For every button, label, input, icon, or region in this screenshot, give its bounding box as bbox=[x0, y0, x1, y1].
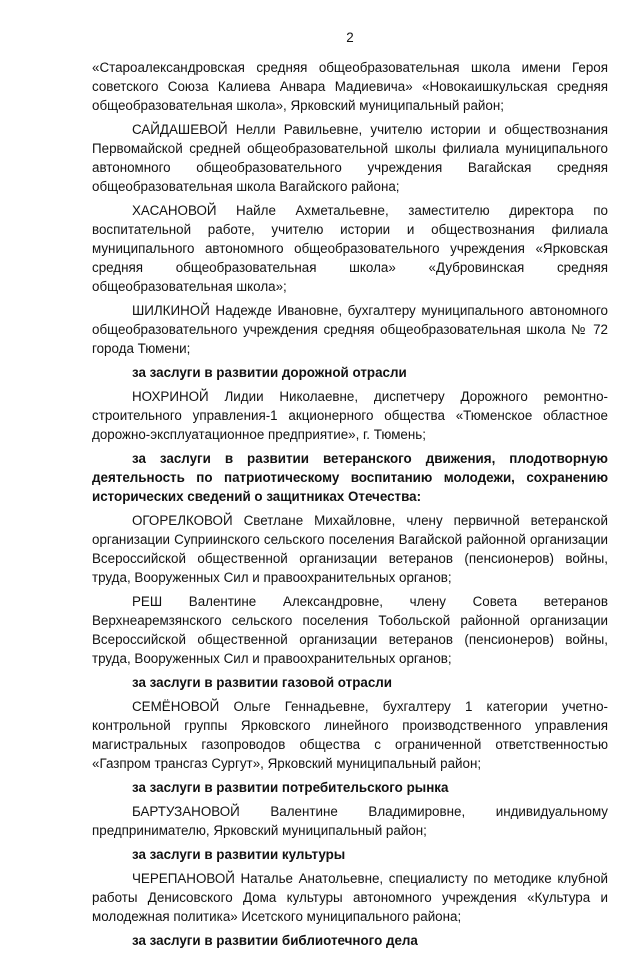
award-item-khasanova: ХАСАНОВОЙ Найле Ахметальевне, заместителю директора по воспитательной работе, учителю истории и обществознания филиала муниципального автономного общеобразовательного учреждения «Ярковская средняя общеобразовательная школа» «Дубровинская средняя общеобразовательная школа»; bbox=[92, 203, 608, 294]
award-item-saidasheva: САЙДАШЕВОЙ Нелли Равильевне, учителю истории и обществознания Первомайской средней общеобразовательной школы филиала муниципального автономного общеобразовательного учреждения Вагайская средняя общеобразовательная школа Вагайского района; bbox=[92, 122, 608, 194]
award-item-bartuzanova: БАРТУЗАНОВОЙ Валентине Владимировне, индивидуальному предпринимателю, Ярковский муниципальный район; bbox=[92, 804, 608, 838]
section-heading-culture: за заслуги в развитии культуры bbox=[132, 847, 346, 862]
section-heading-consumer-market: за заслуги в развитии потребительского рынка bbox=[132, 780, 449, 795]
award-item-ogorelkova: ОГОРЕЛКОВОЙ Светлане Михайловне, члену первичной ветеранской организации Суприинского сельского поселения Вагайской районной организации Всероссийской общественной организации ветеранов (пенсионеров) войны, труда, Вооруженных Сил и правоохранительных органов; bbox=[92, 513, 608, 585]
page-number: 2 bbox=[346, 30, 354, 45]
section-heading-veterans: за заслуги в развитии ветеранского движения, плодотворную деятельность по патриотическому воспитанию молодежи, сохранению исторических сведений о защитниках Отечества: bbox=[92, 451, 608, 504]
award-item-semenova: СЕМЁНОВОЙ Ольге Геннадьевне, бухгалтеру 1 категории учетно-контрольной группы Ярковского линейного производственного управления магистральных газопроводов общества с ограниченной ответственностью «Газпром трансгаз Сургут», Ярковский муниципальный район; bbox=[92, 699, 608, 771]
award-item-nokhrina: НОХРИНОЙ Лидии Николаевне, диспетчеру Дорожного ремонтно-строительного управления-1 акционерного общества «Тюменское областное дорожно-эксплуатационное предприятие», г. Тюмень; bbox=[92, 389, 608, 442]
award-item-shilkina: ШИЛКИНОЙ Надежде Ивановне, бухгалтеру муниципального автономного общеобразовательного учреждения средняя общеобразовательная школа № 72 города Тюмени; bbox=[92, 303, 608, 356]
section-heading-library: за заслуги в развитии библиотечного дела bbox=[132, 933, 418, 948]
section-heading-gas: за заслуги в развитии газовой отрасли bbox=[132, 675, 393, 690]
award-item-cherepanova: ЧЕРЕПАНОВОЙ Наталье Анатольевне, специалисту по методике клубной работы Денисовского Дома культуры автономного учреждения «Культура и молодежная политика» Исетского муниципального района; bbox=[92, 871, 608, 924]
award-item-resh: РЕШ Валентине Александровне, члену Совета ветеранов Верхнеаремзянского сельского поселения Тобольской районной организации Всероссийской общественной организации ветеранов (пенсионеров) войны, труда, Вооруженных Сил и правоохранительных органов; bbox=[92, 594, 608, 666]
paragraph-continued: «Староалександровская средняя общеобразовательная школа имени Героя советского Союза Калиева Анвара Мадиевича» «Новокаишкульская средняя общеобразовательная школа», Ярковский муниципальный район; bbox=[92, 60, 608, 113]
section-heading-road: за заслуги в развитии дорожной отрасли bbox=[132, 365, 407, 380]
document-page bbox=[92, 28, 608, 955]
